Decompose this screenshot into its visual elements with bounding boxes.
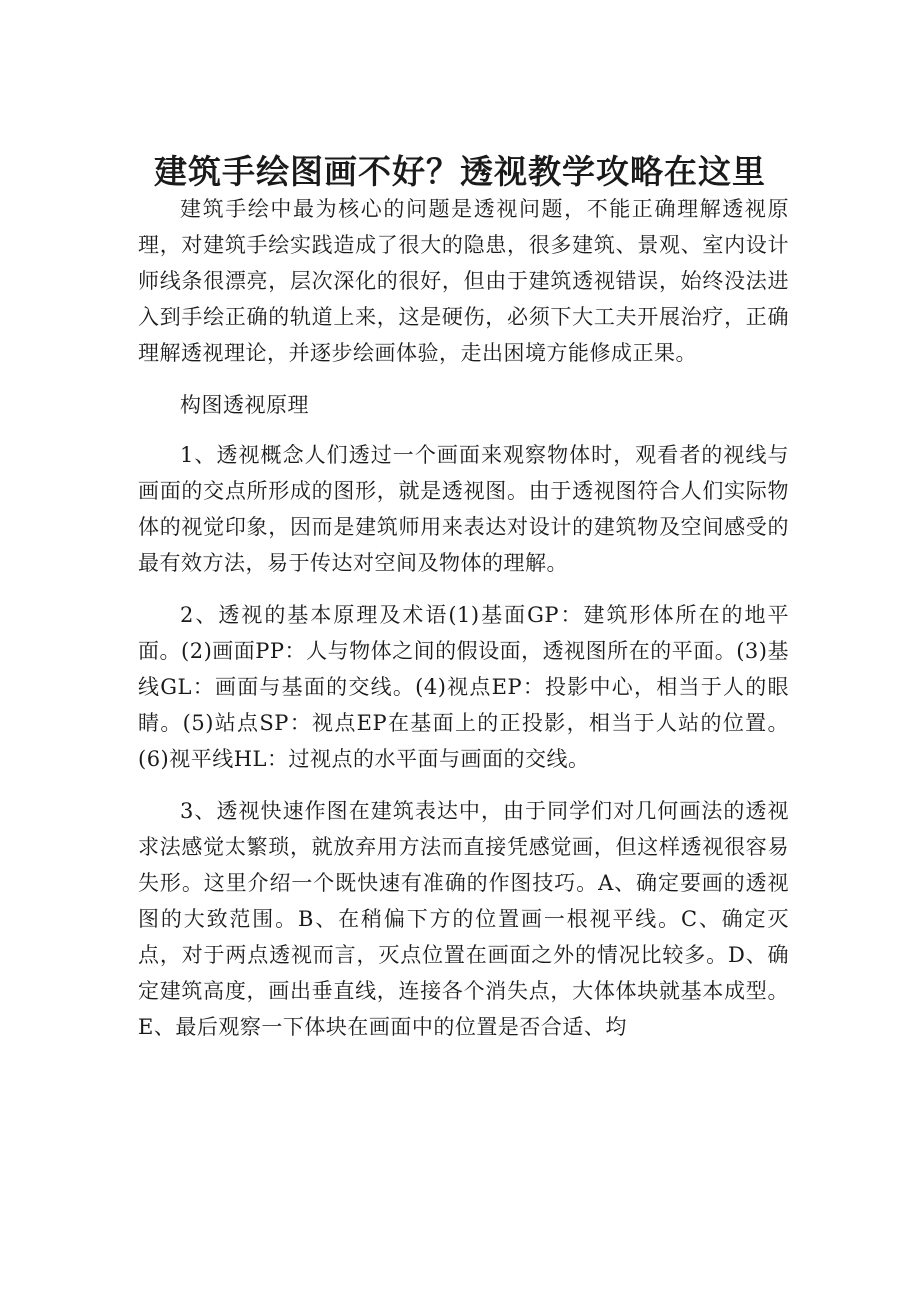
paragraph-basic-principles: 2、透视的基本原理及术语(1)基面GP：建筑形体所在的地平面。(2)画面PP：人与物体之间的假设面，透视图所在的平面。(3)基线GL：画面与基面的交线。(4)视点EP：投影中心，相当于人的眼睛。(5)站点SP：视点EP在基面上的正投影，相当于人站的位置。(6)视平线HL：过视点的水平面与画面的交线。 [138, 603, 789, 771]
paragraph-quick-drawing: 3、透视快速作图在建筑表达中，由于同学们对几何画法的透视求法感觉太繁琐，就放弃用方法而直接凭感觉画，但这样透视很容易失形。这里介绍一个既快速有准确的作图技巧。A、确定要画的透视图的大致范围。B、在稍偏下方的位置画一根视平线。C、确定灭点，对于两点透视而言，灭点位置在画面之外的情况比较多。D、确定建筑高度，画出垂直线，连接各个消失点，大体体块就基本成型。E、最后观察一下体块在画面中的位置是否合适、均 [138, 799, 789, 1039]
document-body [138, 191, 789, 1045]
document-title: 建筑手绘图画不好？透视教学攻略在这里 [154, 152, 766, 192]
paragraph-perspective-concept: 1、透视概念人们透过一个画面来观察物体时，观看者的视线与画面的交点所形成的图形，就是透视图。由于透视图符合人们实际物体的视觉印象，因而是建筑师用来表达对设计的建筑物及空间感受的最有效方法，易于传达对空间及物体的理解。 [138, 443, 789, 575]
section-heading: 构图透视原理 [180, 393, 309, 417]
intro-paragraph: 建筑手绘中最为核心的问题是透视问题，不能正确理解透视原理，对建筑手绘实践造成了很大的隐患，很多建筑、景观、室内设计师线条很漂亮，层次深化的很好，但由于建筑透视错误，始终没法进入到手绘正确的轨道上来，这是硬伤，必须下大工夫开展治疗，正确理解透视理论，并逐步绘画体验，走出困境方能修成正果。 [138, 197, 789, 365]
